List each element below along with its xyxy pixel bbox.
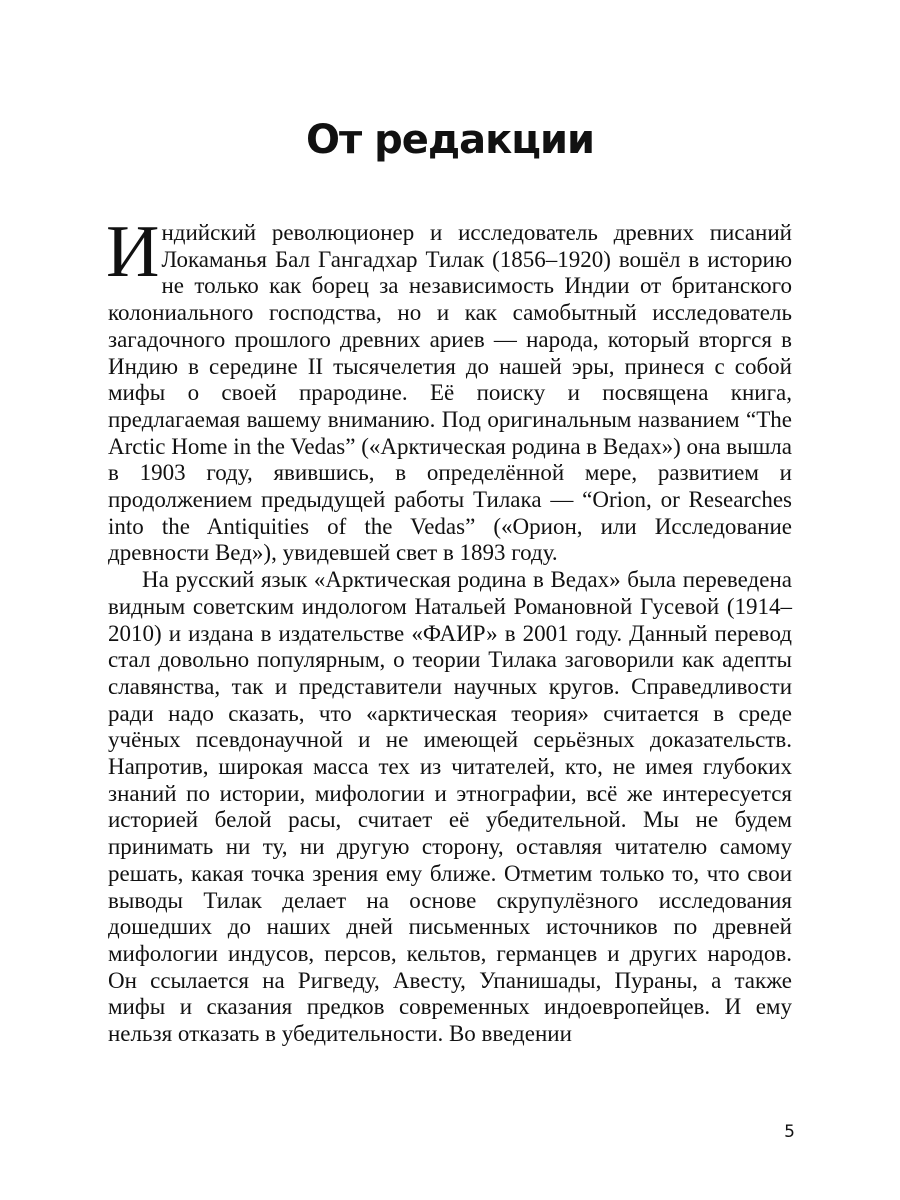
paragraph-2: На русский язык «Арктическая родина в Ведах» была переведена видным советским индологом Натальей Романовной Гусевой (1914–2010) и издана в издательстве «ФАИР» в 2001 году. Данный перевод стал довольно популярным, о теории Тилака заговорили как адепты славянства, так и представители научных кругов. Справедливости ради надо сказать, что «арктическая теория» считается в среде учёных псевдонаучной и не имеющей серьёзных доказательств. Напротив, широкая масса тех из читателей, кто, не имея глубоких знаний по истории, мифологии и этнографии, всё же интересуется историей белой расы, считает её убедительной. Мы не будем принимать ни ту, ни другую сторону, оставляя читателю самому решать, какая точка зрения ему ближе. Отметим только то, что свои выводы Тилак делает на основе скрупулёзного исследования дошедших до наших дней письменных источников по древней мифологии индусов, персов, кельтов, германцев и других народов. Он ссылается на Ригведу, Авесту, Упанишады, Пураны, а также мифы и сказания предков современных индоевропейцев. И ему нельзя отказать в убедительности. Во введении: [108, 567, 792, 1047]
page-title: От редакции: [305, 117, 595, 163]
paragraph-1: [106, 211, 792, 567]
paragraph-1-text: ндийский революционер и исследователь древних писаний Локаманья Бал Гангадхар Тилак (1856–1920) вошёл в историю не только как борец за независимость Индии от британского колониального господства, но и как самобытный исследователь загадочного прошлого древних ариев — народа, который вторгся в Индию в середине II тысячелетия до нашей эры, принеся с собой мифы о своей прародине. Её поиску и посвящена книга, предлагаемая вашему вниманию. Под оригинальным названием “The Arctic Home in the Vedas” («Арктическая родина в Ведах») она вышла в 1903 году, явившись, в определённой мере, развитием и продолжением предыдущей работы Тилака — “Orion, or Researches into the Antiquities of the Vedas” («Орион, или Исследование древности Вед»), увидевшей свет в 1893 году.: [108, 220, 792, 566]
drop-cap: И: [106, 211, 160, 293]
page-number: 5: [784, 1122, 795, 1142]
body-text: [106, 211, 792, 1048]
